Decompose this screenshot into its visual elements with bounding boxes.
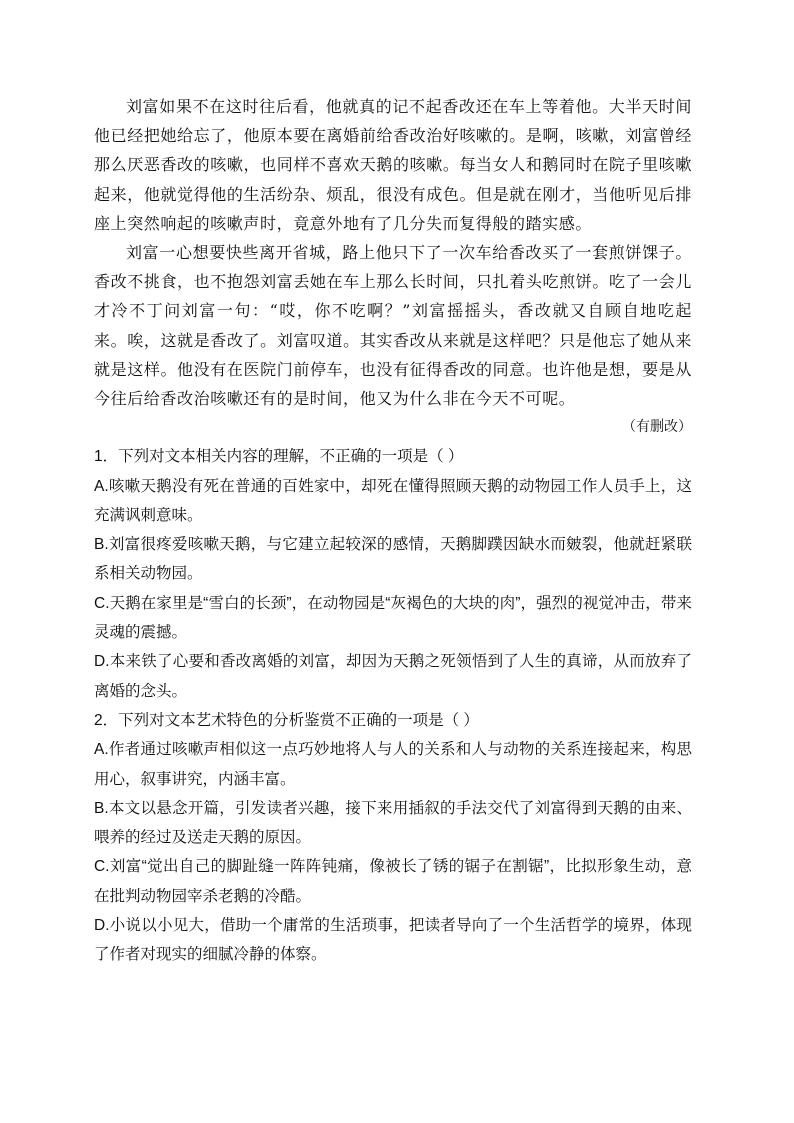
source-note: （有删改） [622, 419, 692, 436]
passage-paragraph: 刘富一心想要快些离开省城，路上他只下了一次车给香改买了一套煎饼馃子。香改不挑食，也不抱怨刘富丢她在车上那么长时间，只扎着头吃煎饼。吃了一会儿才冷不丁问刘富一句：“哎，你不吃啊？”刘富摇摇头，香改就又自顾自地吃起来。唉，这就是香改了。刘富叹道。其实香改从来就是这样吧？只是他忘了她从来就是这样。他没有在医院门前停车，也没有征得香改的同意。也许他是想，要是从今往后给香改治咳嗽还有的是时间，他又为什么非在今天不可呢。 [94, 243, 692, 409]
option-d: D.本来铁了心要和香改离婚的刘富，却因为天鹅之死领悟到了人生的真谛，从而放弃了离婚的念头。 [94, 653, 692, 700]
option-c: C.天鹅在家里是“雪白的长颈”，在动物园是“灰褐色的大块的肉”，强烈的视觉冲击，带来灵魂的震撼。 [94, 594, 692, 642]
option-b: B.本文以悬念开篇，引发读者兴趣，接下来用插叙的手法交代了刘富得到天鹅的由来、喂养的经过及送走天鹅的原因。 [94, 799, 692, 847]
option-a: A.作者通过咳嗽声相似这一点巧妙地将人与人的关系和人与动物的关系连接起来，构思用心，叙事讲究，内涵丰富。 [94, 741, 692, 788]
question-list [94, 442, 692, 969]
question-2 [94, 706, 692, 970]
option-d: D.小说以小见大，借助一个庸常的生活琐事，把读者导向了一个生活哲学的境界，体现了作者对现实的细腻冷静的体察。 [94, 916, 692, 964]
option-c: C.刘富“觉出自己的脚趾缝一阵阵钝痛，像被长了锈的锯子在割锯”，比拟形象生动，意在批判动物园宰杀老鹅的冷酷。 [94, 858, 692, 905]
question-stem: 2．下列对文本艺术特色的分析鉴赏不正确的一项是（ ） [94, 711, 479, 729]
document-page [94, 92, 692, 970]
story-excerpt [94, 92, 692, 413]
option-b: B.刘富很疼爱咳嗽天鹅，与它建立起较深的感情，天鹅脚蹼因缺水而皴裂，他就赶紧联系相关动物园。 [94, 536, 692, 583]
passage-paragraph: 刘富如果不在这时往后看，他就真的记不起香改还在车上等着他。大半天时间他已经把她给忘了，他原本要在离婚前给香改治好咳嗽的。是啊，咳嗽，刘富曾经那么厌恶香改的咳嗽，也同样不喜欢天鹅的咳嗽。每当女人和鹅同时在院子里咳嗽起来，他就觉得他的生活纷杂、烦乱，很没有成色。但是就在刚才，当他听见后排座上突然响起的咳嗽声时，竟意外地有了几分失而复得般的踏实感。 [94, 97, 692, 233]
option-a: A.咳嗽天鹅没有死在普通的百姓家中，却死在懂得照顾天鹅的动物园工作人员手上，这充满讽刺意味。 [94, 477, 692, 524]
question-1 [94, 442, 692, 706]
question-stem: 1．下列对文本相关内容的理解，不正确的一项是（ ） [94, 448, 464, 466]
